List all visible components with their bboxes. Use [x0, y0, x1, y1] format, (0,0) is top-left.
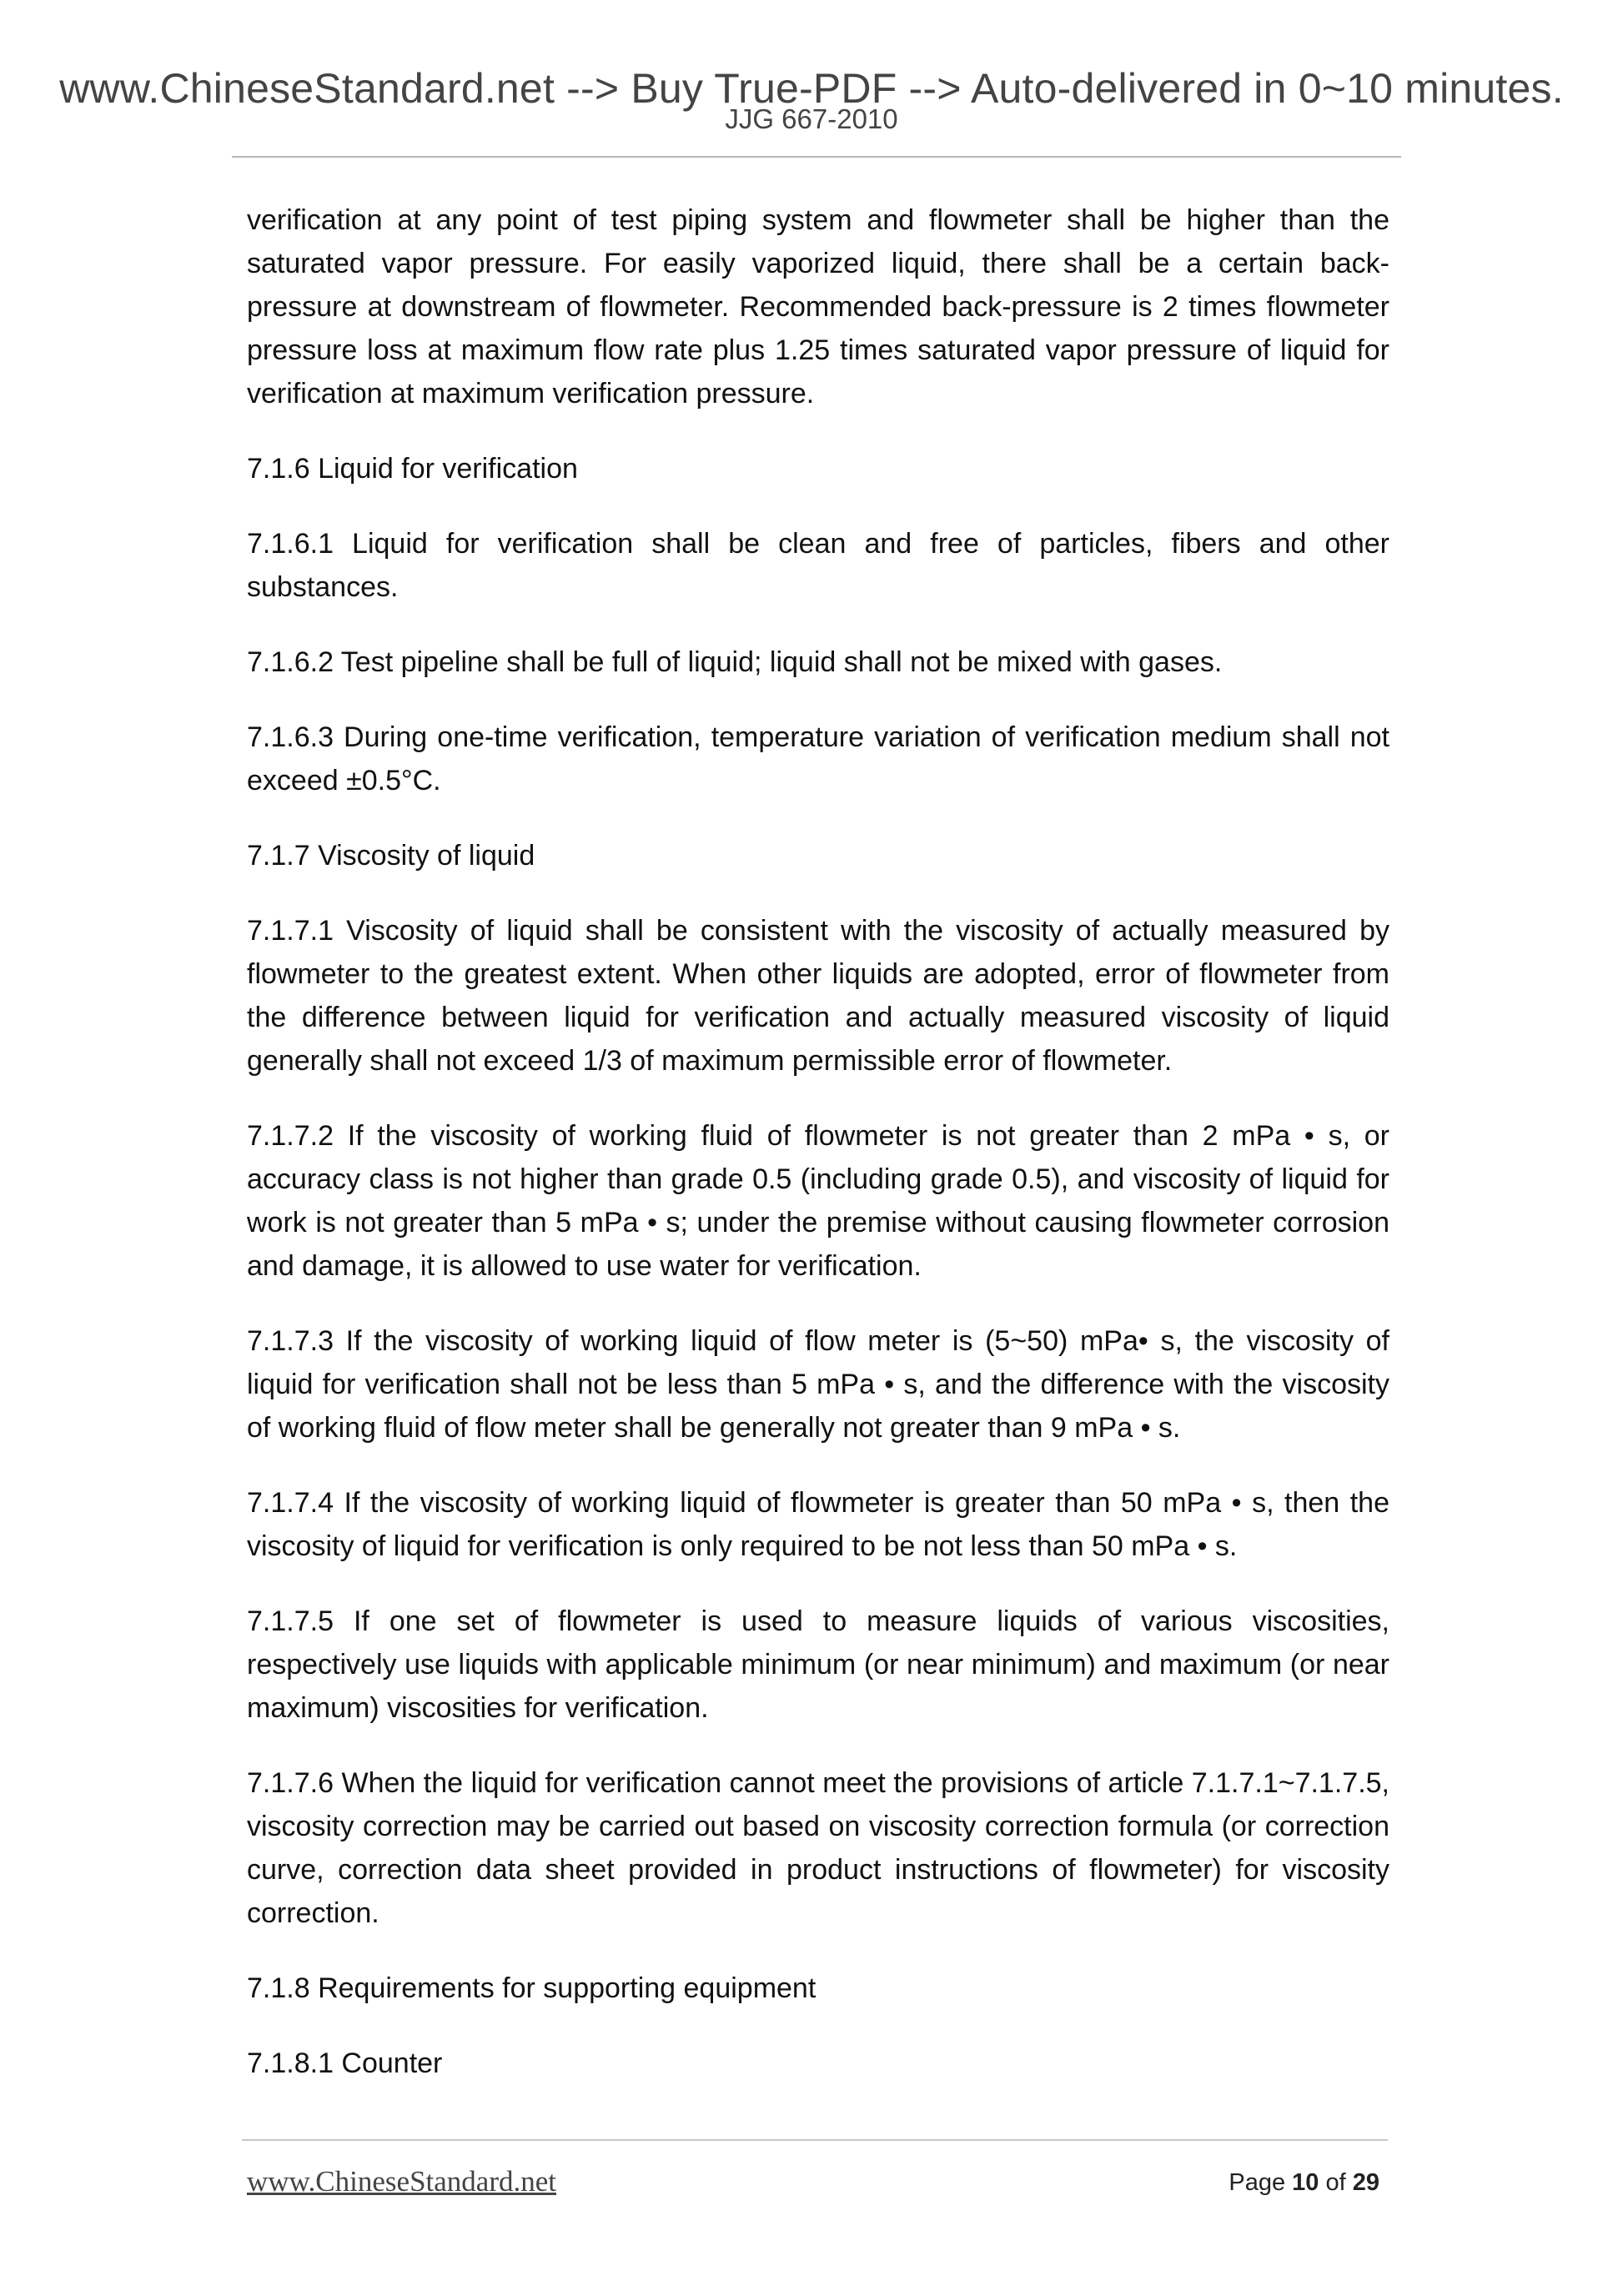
document-body	[247, 198, 1389, 2117]
section-heading-7-1-8-1: 7.1.8.1 Counter	[247, 2047, 443, 2079]
paragraph-7-1-6-1: 7.1.6.1 Liquid for verification shall be clean and free of particles, fibers and other substances.	[247, 528, 1389, 603]
page-current: 10	[1292, 2169, 1319, 2196]
paragraph-7-1-7-6: 7.1.7.6 When the liquid for verification cannot meet the provisions of article 7.1.7.1~7.1.7.5, viscosity correction may be carried out based on viscosity correction formula (or correction curve, correction data sheet provided in product instructions of flowmeter) for viscosity correction.	[247, 1767, 1389, 1929]
paragraph-7-1-7-4: 7.1.7.4 If the viscosity of working liquid of flowmeter is greater than 50 mPa • s, then the viscosity of liquid for verification is only required to be not less than 50 mPa • s.	[247, 1487, 1389, 1562]
paragraph-7-1-7-2: 7.1.7.2 If the viscosity of working fluid of flowmeter is not greater than 2 mPa • s, or accuracy class is not higher than grade 0.5 (including grade 0.5), and viscosity of liquid for work is not greater than 5 mPa • s; under the premise without causing flowmeter corrosion and damage, it is allowed to use water for verification.	[247, 1120, 1389, 1282]
paragraph-7-1-7-3: 7.1.7.3 If the viscosity of working liquid of flow meter is (5~50) mPa• s, the viscosity of liquid for verification shall not be less than 5 mPa • s, and the difference with the viscosity of working fluid of flow meter shall be generally not greater than 9 mPa • s.	[247, 1325, 1389, 1444]
paragraph-7-1-7-1: 7.1.7.1 Viscosity of liquid shall be consistent with the viscosity of actually measured by flowmeter to the greatest extent. When other liquids are adopted, error of flowmeter from the difference between liquid for verification and actually measured viscosity of liquid generally shall not exceed 1/3 of maximum permissible error of flowmeter.	[247, 915, 1389, 1077]
footer-divider	[242, 2139, 1388, 2141]
section-heading-7-1-8: 7.1.8 Requirements for supporting equipment	[247, 1972, 817, 2004]
section-heading-7-1-6: 7.1.6 Liquid for verification	[247, 453, 578, 485]
paragraph-intro: verification at any point of test piping system and flowmeter shall be higher than the saturated vapor pressure. For easily vaporized liquid, there shall be a certain back-pressure at downstream of flowmeter. Recommended back-pressure is 2 times flowmeter pressure loss at maximum flow rate plus 1.25 times saturated vapor pressure of liquid for verification at maximum verification pressure.	[247, 204, 1389, 409]
footer-site-link[interactable]: www.ChineseStandard.net	[247, 2165, 556, 2198]
header-divider	[232, 156, 1401, 158]
page-of-label: of	[1325, 2169, 1346, 2196]
page-number	[1229, 2167, 1379, 2198]
document-id: JJG 667-2010	[725, 103, 898, 134]
page-label: Page	[1229, 2169, 1286, 2196]
paragraph-7-1-6-3: 7.1.6.3 During one-time verification, temperature variation of verification medium shall not exceed ±0.5°C.	[247, 721, 1389, 796]
paragraph-7-1-7-5: 7.1.7.5 If one set of flowmeter is used to measure liquids of various viscosities, respectively use liquids with applicable minimum (or near minimum) and maximum (or near maximum) viscosities for verification.	[247, 1605, 1389, 1724]
paragraph-7-1-6-2: 7.1.6.2 Test pipeline shall be full of liquid; liquid shall not be mixed with gases.	[247, 646, 1223, 678]
page-total: 29	[1352, 2169, 1379, 2196]
header-banner[interactable]: www.ChineseStandard.net --> Buy True-PDF --> Auto-delivered in 0~10 minutes.	[59, 65, 1564, 112]
section-heading-7-1-7: 7.1.7 Viscosity of liquid	[247, 840, 535, 872]
